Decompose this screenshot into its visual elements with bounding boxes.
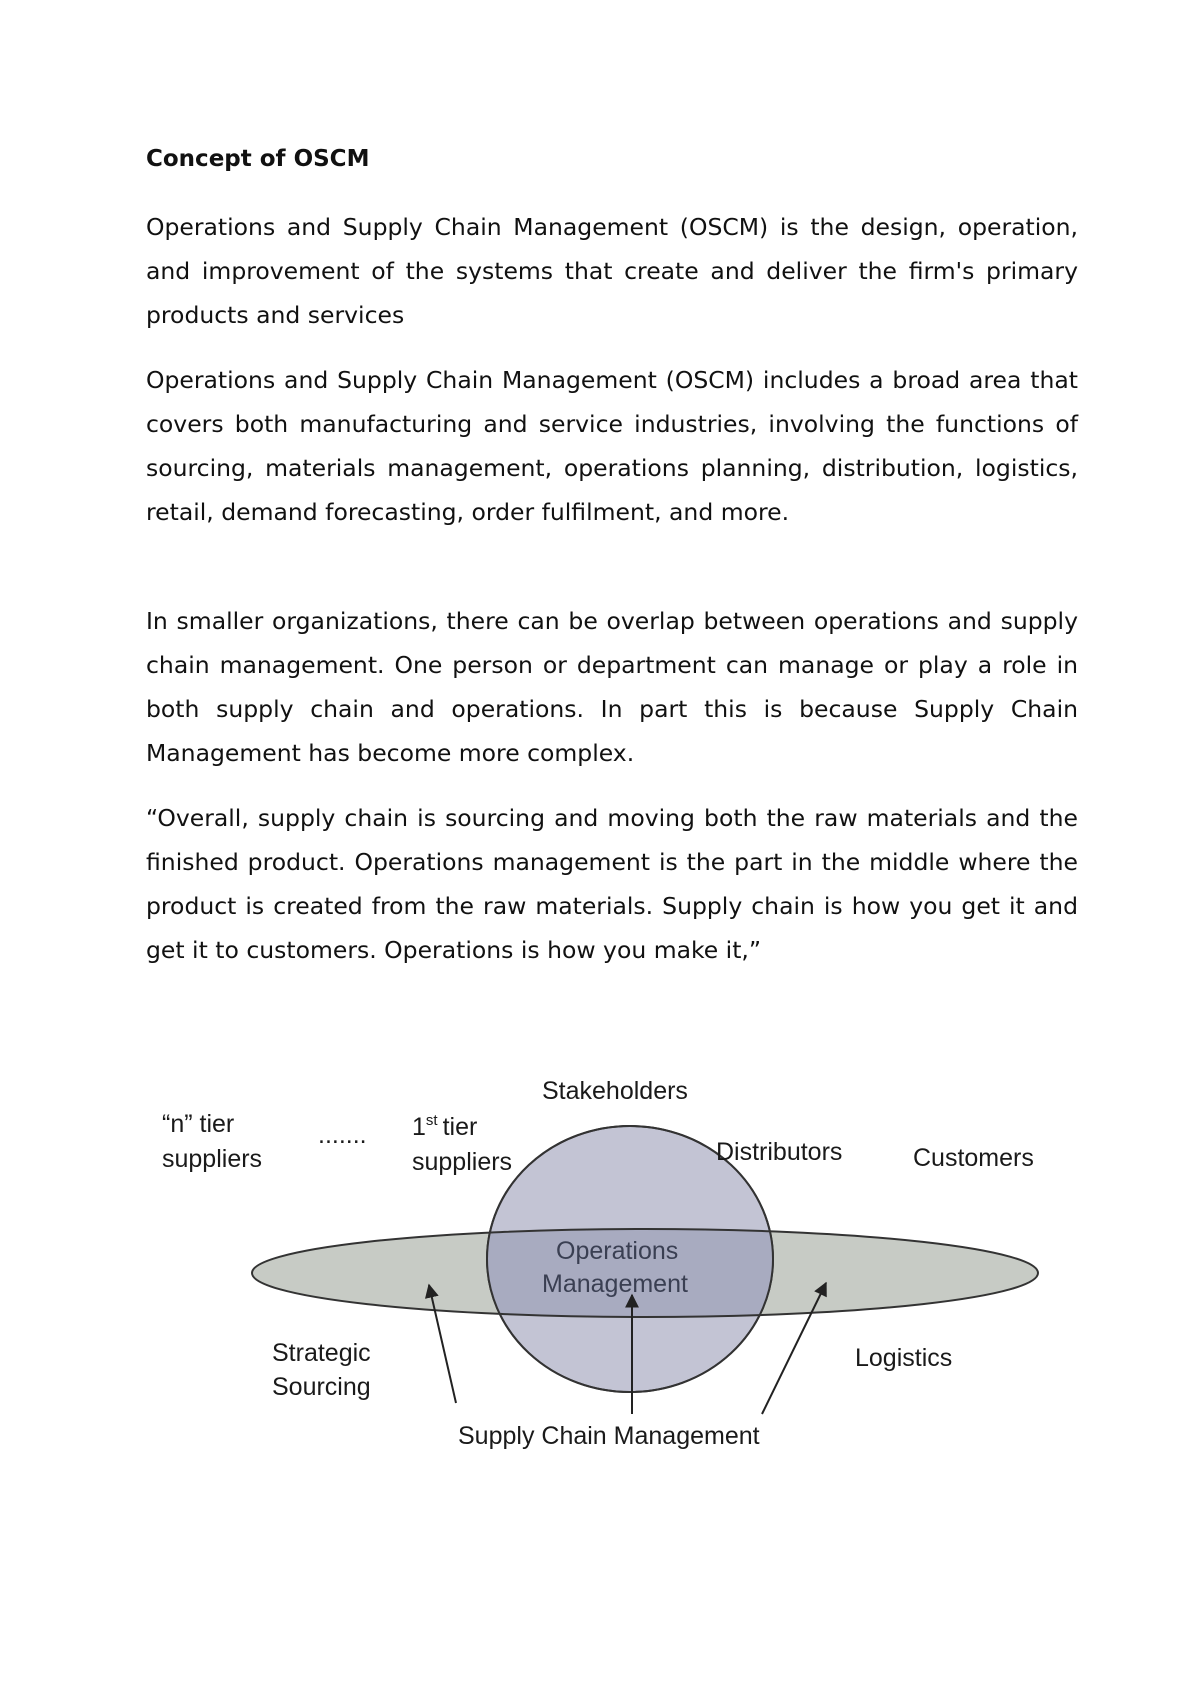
paragraph-quote: “Overall, supply chain is sourcing and moving both the raw materials and the finished product. Operations management is the part in the middle where the product is created from the raw materials. Supply chain is how you get it and get it to customers. Operations is how you make it,” bbox=[146, 804, 1078, 964]
label-operations-line2: Management bbox=[542, 1270, 688, 1298]
label-strategic-line1: Strategic bbox=[272, 1339, 371, 1367]
label-logistics: Logistics bbox=[855, 1344, 953, 1372]
label-stakeholders: Stakeholders bbox=[542, 1077, 688, 1105]
section-heading: Concept of OSCM bbox=[146, 146, 370, 172]
label-operations-line1: Operations bbox=[556, 1237, 679, 1265]
paragraph-overlap: In smaller organizations, there can be overlap between operations and supply chain management. One person or department can manage or play a role in both supply chain and operations. In part this is because Supply Chain Management has become more complex. bbox=[146, 607, 1078, 767]
label-distributors: Distributors bbox=[716, 1138, 843, 1166]
label-supply-chain-management: Supply Chain Management bbox=[458, 1422, 760, 1450]
label-n-tier-line1: “n” tier bbox=[162, 1110, 235, 1138]
label-n-tier-line2: suppliers bbox=[162, 1145, 263, 1173]
label-customers: Customers bbox=[913, 1144, 1034, 1172]
first-tier-word: tier bbox=[442, 1113, 478, 1141]
paragraph-definition: Operations and Supply Chain Management (OSCM) is the design, operation, and improvement of the systems that create and deliver the firm's primary products and services bbox=[146, 213, 1078, 329]
label-first-tier-line2: suppliers bbox=[412, 1148, 513, 1176]
label-strategic-line2: Sourcing bbox=[272, 1373, 371, 1401]
first-tier-number: 1 bbox=[412, 1113, 426, 1141]
paragraph-scope: Operations and Supply Chain Management (OSCM) includes a broad area that covers both manufacturing and service industries, involving the functions of sourcing, materials management, operations planning, distribution, logistics, retail, demand forecasting, order fulfilment, and more. bbox=[146, 366, 1078, 526]
label-dots: ....... bbox=[318, 1121, 367, 1149]
label-first-tier-line1 bbox=[412, 1112, 477, 1141]
first-tier-superscript: st bbox=[425, 1112, 438, 1129]
